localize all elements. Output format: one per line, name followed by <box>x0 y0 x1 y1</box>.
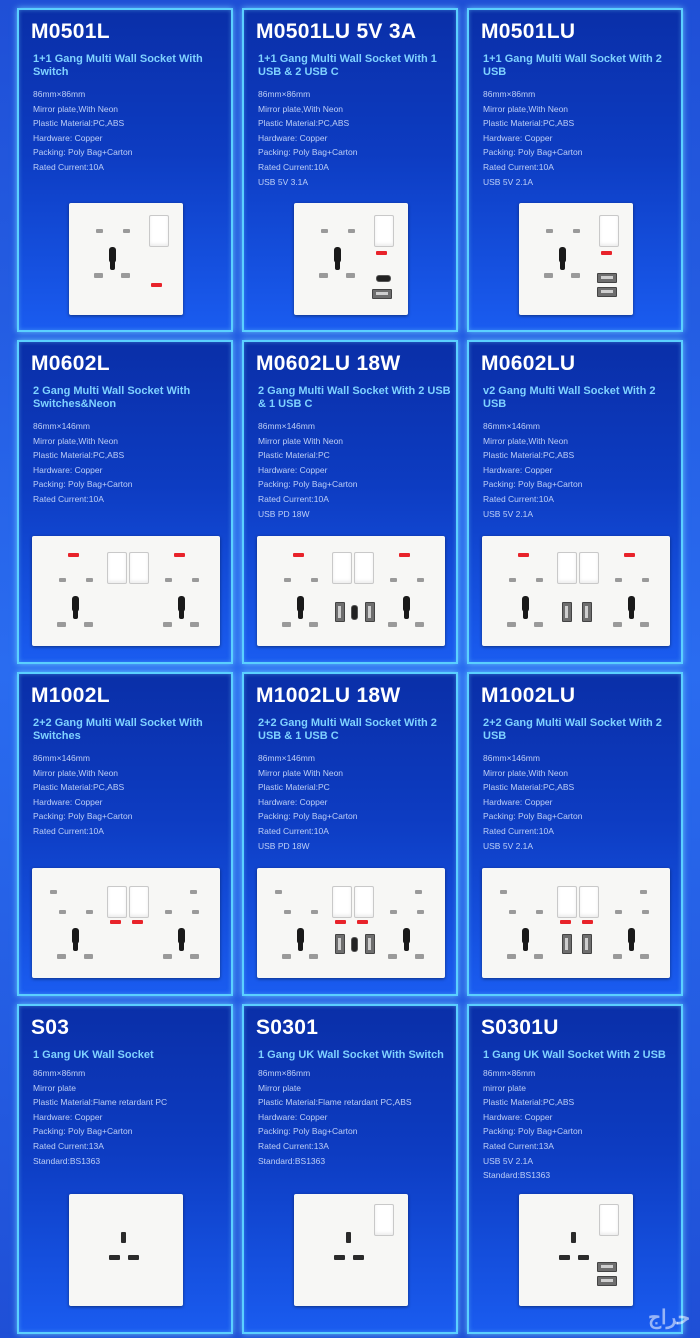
spec-line: 86mm×146mm <box>33 421 90 431</box>
socket-pin <box>390 578 397 582</box>
socket-pin <box>123 229 130 233</box>
product-subtitle: 1+1 Gang Multi Wall Socket With Switch <box>33 53 203 78</box>
socket-pin <box>615 578 622 582</box>
spec-line: Rated Current:10A <box>483 161 554 172</box>
earth-pin <box>109 247 116 263</box>
socket-pin <box>509 910 516 914</box>
product-subtitle: 2+2 Gang Multi Wall Socket With Switches <box>33 717 203 742</box>
rocker-switch <box>354 552 374 584</box>
usb-c-port <box>351 605 358 620</box>
spec-line: Hardware: Copper <box>258 1111 328 1122</box>
spec-line: 86mm×146mm <box>483 753 540 763</box>
socket-pin <box>190 890 197 894</box>
product-subtitle: 2 Gang Multi Wall Socket With 2 USB & 1 USB C <box>258 385 451 410</box>
product-card <box>242 1004 458 1334</box>
socket-pin <box>84 622 93 627</box>
spec-line: Mirror plate,With Neon <box>33 435 119 446</box>
product-code: M1002L <box>31 684 110 707</box>
usb-a-port <box>562 934 572 954</box>
socket-pin <box>282 622 291 627</box>
spec-line: Plastic Material:PC,ABS <box>33 782 125 793</box>
neon-indicator <box>601 251 612 255</box>
product-code: M0602LU 18W <box>256 352 401 375</box>
multi-socket <box>506 908 562 964</box>
socket-pin <box>534 622 543 627</box>
earth-pin <box>403 596 410 612</box>
usb-a-port <box>597 287 617 297</box>
multi-socket <box>56 908 112 964</box>
product-specs <box>258 419 357 521</box>
spec-line: Plastic Material:PC,ABS <box>258 118 350 129</box>
socket-plate-image <box>257 868 445 978</box>
neon-indicator <box>376 251 387 255</box>
socket-pin <box>309 954 318 959</box>
socket-pin <box>534 954 543 959</box>
spec-line: Mirror plate <box>258 1082 301 1093</box>
spec-line: Rated Current:10A <box>33 493 104 504</box>
spec-line: Mirror plate,With Neon <box>258 103 344 114</box>
rocker-switch <box>129 886 149 918</box>
socket-pin <box>571 273 580 278</box>
spec-line: Packing: Poly Bag+Carton <box>33 1126 133 1137</box>
socket-plate-image <box>32 868 220 978</box>
spec-line: Plastic Material:PC <box>258 450 330 461</box>
product-subtitle: 2 Gang Multi Wall Socket With Switches&Neon <box>33 385 191 410</box>
spec-line: 86mm×86mm <box>258 89 311 99</box>
multi-socket <box>543 227 599 283</box>
socket-plate-image <box>69 203 183 315</box>
neon-indicator <box>151 283 162 287</box>
product-subtitle: 2+2 Gang Multi Wall Socket With 2 USB & 1 USB C <box>258 717 437 742</box>
rocker-switch <box>129 552 149 584</box>
spec-line: Plastic Material:PC,ABS <box>33 450 125 461</box>
spec-line: 86mm×146mm <box>33 753 90 763</box>
earth-pin <box>559 247 566 263</box>
socket-pin <box>86 910 93 914</box>
product-code: M0501LU 5V 3A <box>256 20 417 43</box>
uk-neutral-slot <box>578 1255 589 1260</box>
product-card <box>467 672 683 996</box>
usb-a-port <box>365 602 375 622</box>
product-subtitle: 1+1 Gang Multi Wall Socket With 1 USB & 2 USB C <box>258 53 437 78</box>
spec-line: 86mm×86mm <box>483 1068 536 1078</box>
spec-line: Plastic Material:Flame retardant PC <box>33 1097 168 1108</box>
spec-line: Plastic Material:PC,ABS <box>483 782 575 793</box>
socket-pin <box>165 578 172 582</box>
socket-plate-image <box>482 868 670 978</box>
rocker-switch <box>579 552 599 584</box>
usb-a-port <box>582 602 592 622</box>
neon-indicator <box>582 920 593 924</box>
spec-line: Rated Current:10A <box>33 825 104 836</box>
product-code: M0501L <box>31 20 110 43</box>
socket-pin <box>192 578 199 582</box>
product-card <box>17 340 233 664</box>
product-code: S0301 <box>256 1016 319 1039</box>
product-code: M0602L <box>31 352 110 375</box>
product-card <box>17 672 233 996</box>
neon-indicator <box>68 553 79 557</box>
product-specs <box>258 1066 412 1168</box>
spec-line: USB 5V 2.1A <box>483 508 534 519</box>
spec-line: Hardware: Copper <box>33 796 103 807</box>
socket-plate-image <box>294 1194 408 1306</box>
usb-a-port <box>335 934 345 954</box>
rocker-switch <box>107 886 127 918</box>
earth-pin <box>628 596 635 612</box>
rocker-switch <box>107 552 127 584</box>
spec-line: 86mm×86mm <box>483 89 536 99</box>
spec-line: USB 5V 3.1A <box>258 176 309 187</box>
spec-line: 86mm×146mm <box>483 421 540 431</box>
socket-pin <box>388 622 397 627</box>
product-code: M0501LU <box>481 20 576 43</box>
socket-pin <box>613 622 622 627</box>
spec-line: Rated Current:10A <box>483 825 554 836</box>
earth-pin <box>297 596 304 612</box>
socket-pin <box>96 229 103 233</box>
multi-socket <box>93 227 149 283</box>
spec-line: Packing: Poly Bag+Carton <box>258 147 358 158</box>
socket-pin <box>415 622 424 627</box>
spec-line: Hardware: Copper <box>258 132 328 143</box>
spec-line: Hardware: Copper <box>483 132 553 143</box>
product-subtitle: 1 Gang UK Wall Socket With Switch <box>258 1049 444 1061</box>
spec-line: Plastic Material:PC,ABS <box>483 450 575 461</box>
neon-indicator <box>357 920 368 924</box>
socket-pin <box>190 622 199 627</box>
product-code: M0602LU <box>481 352 576 375</box>
spec-line: Hardware: Copper <box>483 796 553 807</box>
neon-indicator <box>624 553 635 557</box>
neon-indicator <box>335 920 346 924</box>
spec-line: Hardware: Copper <box>258 464 328 475</box>
earth-pin <box>628 928 635 944</box>
neon-indicator <box>560 920 571 924</box>
socket-pin <box>311 910 318 914</box>
spec-line: Packing: Poly Bag+Carton <box>33 479 133 490</box>
rocker-switch <box>599 1204 619 1236</box>
usb-a-port <box>335 602 345 622</box>
rocker-switch <box>599 215 619 247</box>
usb-c-port <box>351 937 358 952</box>
usb-a-port <box>372 289 392 299</box>
socket-pin <box>640 890 647 894</box>
spec-line: Plastic Material:PC,ABS <box>483 118 575 129</box>
socket-pin <box>121 273 130 278</box>
usb-c-port <box>376 275 391 282</box>
socket-pin <box>642 578 649 582</box>
spec-line: Mirror plate With Neon <box>258 435 344 446</box>
product-subtitle: v2 Gang Multi Wall Socket With 2 USB <box>483 385 656 410</box>
uk-earth-slot <box>571 1232 576 1243</box>
spec-line: Packing: Poly Bag+Carton <box>483 479 583 490</box>
usb-a-port <box>597 1262 617 1272</box>
socket-pin <box>546 229 553 233</box>
spec-line: Rated Current:10A <box>33 161 104 172</box>
neon-indicator <box>174 553 185 557</box>
product-specs <box>33 1066 167 1168</box>
rocker-switch <box>557 886 577 918</box>
socket-plate-image <box>69 1194 183 1306</box>
multi-socket <box>56 576 112 632</box>
spec-line: Mirror plate,With Neon <box>483 767 569 778</box>
spec-line: Packing: Poly Bag+Carton <box>483 811 583 822</box>
product-specs <box>258 751 357 853</box>
product-specs <box>33 751 132 839</box>
uk-neutral-slot <box>353 1255 364 1260</box>
spec-line: Standard:BS1363 <box>258 1155 326 1166</box>
product-card <box>242 340 458 664</box>
spec-line: Mirror plate With Neon <box>258 767 344 778</box>
spec-line: Packing: Poly Bag+Carton <box>33 811 133 822</box>
multi-socket <box>506 576 562 632</box>
usb-a-port <box>582 934 592 954</box>
spec-line: Rated Current:10A <box>258 493 329 504</box>
socket-pin <box>507 954 516 959</box>
socket-plate-image <box>32 536 220 646</box>
multi-socket <box>612 576 668 632</box>
socket-pin <box>509 578 516 582</box>
socket-pin <box>640 954 649 959</box>
rocker-switch <box>374 215 394 247</box>
rocker-switch <box>557 552 577 584</box>
spec-line: mirror plate <box>483 1082 526 1093</box>
multi-socket <box>162 576 218 632</box>
spec-line: Rated Current:13A <box>483 1140 554 1151</box>
uk-earth-slot <box>346 1232 351 1243</box>
socket-pin <box>536 910 543 914</box>
product-subtitle: 1+1 Gang Multi Wall Socket With 2 USB <box>483 53 662 78</box>
socket-pin <box>284 910 291 914</box>
product-specs <box>33 419 132 507</box>
watermark: حراج <box>648 1307 690 1329</box>
spec-line: USB 5V 2.1A <box>483 176 534 187</box>
product-subtitle: 1 Gang UK Wall Socket With 2 USB <box>483 1049 666 1061</box>
product-specs <box>483 751 582 853</box>
earth-pin <box>297 928 304 944</box>
socket-pin <box>282 954 291 959</box>
product-subtitle: 2+2 Gang Multi Wall Socket With 2 USB <box>483 717 662 742</box>
earth-pin <box>72 928 79 944</box>
multi-socket <box>162 908 218 964</box>
product-card <box>467 1004 683 1334</box>
socket-pin <box>94 273 103 278</box>
rocker-switch <box>149 215 169 247</box>
spec-line: Hardware: Copper <box>483 1111 553 1122</box>
spec-line: USB PD 18W <box>258 508 310 519</box>
spec-line: USB PD 18W <box>258 840 310 851</box>
socket-pin <box>415 954 424 959</box>
product-code: S03 <box>31 1016 70 1039</box>
spec-line: Packing: Poly Bag+Carton <box>483 147 583 158</box>
usb-a-port <box>597 273 617 283</box>
socket-plate-image <box>519 1194 633 1306</box>
product-specs <box>483 419 582 521</box>
usb-a-port <box>365 934 375 954</box>
earth-pin <box>334 247 341 263</box>
product-card <box>467 8 683 332</box>
product-code: M1002LU <box>481 684 576 707</box>
socket-pin <box>500 890 507 894</box>
socket-pin <box>59 910 66 914</box>
socket-pin <box>613 954 622 959</box>
spec-line: Rated Current:10A <box>258 161 329 172</box>
spec-line: Packing: Poly Bag+Carton <box>258 811 358 822</box>
spec-line: Packing: Poly Bag+Carton <box>258 1126 358 1137</box>
socket-plate-image <box>294 203 408 315</box>
socket-pin <box>190 954 199 959</box>
spec-line: 86mm×146mm <box>258 753 315 763</box>
spec-line: Mirror plate,With Neon <box>483 435 569 446</box>
neon-indicator <box>399 553 410 557</box>
rocker-switch <box>579 886 599 918</box>
product-code: S0301U <box>481 1016 559 1039</box>
neon-indicator <box>132 920 143 924</box>
spec-line: Rated Current:10A <box>258 825 329 836</box>
earth-pin <box>522 928 529 944</box>
spec-line: Mirror plate,With Neon <box>33 103 119 114</box>
product-code: M1002LU 18W <box>256 684 401 707</box>
product-specs <box>483 87 582 189</box>
socket-pin <box>544 273 553 278</box>
spec-line: Hardware: Copper <box>258 796 328 807</box>
spec-line: Packing: Poly Bag+Carton <box>483 1126 583 1137</box>
product-card <box>242 672 458 996</box>
socket-pin <box>417 910 424 914</box>
spec-line: Packing: Poly Bag+Carton <box>258 479 358 490</box>
neon-indicator <box>293 553 304 557</box>
spec-line: Mirror plate <box>33 1082 76 1093</box>
socket-pin <box>163 954 172 959</box>
socket-pin <box>415 890 422 894</box>
spec-line: Standard:BS1363 <box>483 1170 551 1181</box>
socket-pin <box>348 229 355 233</box>
spec-line: 86mm×86mm <box>33 1068 86 1078</box>
socket-pin <box>50 890 57 894</box>
multi-socket <box>281 908 337 964</box>
rocker-switch <box>332 886 352 918</box>
spec-line: Mirror plate,With Neon <box>483 103 569 114</box>
neon-indicator <box>518 553 529 557</box>
spec-line: Hardware: Copper <box>33 464 103 475</box>
earth-pin <box>403 928 410 944</box>
spec-line: Packing: Poly Bag+Carton <box>33 147 133 158</box>
spec-line: Plastic Material:PC,ABS <box>33 118 125 129</box>
product-card <box>242 8 458 332</box>
usb-a-port <box>597 1276 617 1286</box>
spec-line: 86mm×86mm <box>33 89 86 99</box>
socket-pin <box>390 910 397 914</box>
socket-pin <box>642 910 649 914</box>
spec-line: Hardware: Copper <box>33 1111 103 1122</box>
socket-pin <box>640 622 649 627</box>
uk-live-slot <box>334 1255 345 1260</box>
spec-line: USB 5V 2.1A <box>483 840 534 851</box>
spec-line: Rated Current:13A <box>33 1140 104 1151</box>
socket-plate-image <box>482 536 670 646</box>
spec-line: Rated Current:13A <box>258 1140 329 1151</box>
socket-pin <box>388 954 397 959</box>
socket-pin <box>319 273 328 278</box>
spec-line: USB 5V 2.1A <box>483 1155 534 1166</box>
rocker-switch <box>374 1204 394 1236</box>
socket-plate-image <box>519 203 633 315</box>
socket-pin <box>573 229 580 233</box>
socket-pin <box>536 578 543 582</box>
uk-neutral-slot <box>128 1255 139 1260</box>
spec-line: Plastic Material:PC,ABS <box>483 1097 575 1108</box>
product-specs <box>258 87 357 189</box>
socket-pin <box>275 890 282 894</box>
socket-pin <box>321 229 328 233</box>
uk-live-slot <box>109 1255 120 1260</box>
neon-indicator <box>110 920 121 924</box>
spec-line: Rated Current:10A <box>483 493 554 504</box>
socket-pin <box>59 578 66 582</box>
spec-line: Plastic Material:Flame retardant PC,ABS <box>258 1097 412 1108</box>
socket-pin <box>417 578 424 582</box>
spec-line: Standard:BS1363 <box>33 1155 101 1166</box>
multi-socket <box>612 908 668 964</box>
product-specs <box>33 87 132 175</box>
multi-socket <box>387 576 443 632</box>
earth-pin <box>178 596 185 612</box>
socket-pin <box>57 954 66 959</box>
socket-pin <box>311 578 318 582</box>
spec-line: 86mm×146mm <box>258 421 315 431</box>
spec-line: Hardware: Copper <box>33 132 103 143</box>
socket-pin <box>84 954 93 959</box>
spec-line: 86mm×86mm <box>258 1068 311 1078</box>
product-subtitle: 1 Gang UK Wall Socket <box>33 1049 154 1061</box>
socket-pin <box>192 910 199 914</box>
socket-pin <box>163 622 172 627</box>
product-card <box>467 340 683 664</box>
multi-socket <box>387 908 443 964</box>
socket-pin <box>507 622 516 627</box>
uk-live-slot <box>559 1255 570 1260</box>
uk-earth-slot <box>121 1232 126 1243</box>
socket-pin <box>309 622 318 627</box>
socket-pin <box>284 578 291 582</box>
rocker-switch <box>354 886 374 918</box>
multi-socket <box>281 576 337 632</box>
product-specs <box>483 1066 582 1183</box>
socket-pin <box>57 622 66 627</box>
socket-pin <box>165 910 172 914</box>
earth-pin <box>72 596 79 612</box>
earth-pin <box>178 928 185 944</box>
rocker-switch <box>332 552 352 584</box>
socket-plate-image <box>257 536 445 646</box>
socket-pin <box>86 578 93 582</box>
socket-pin <box>615 910 622 914</box>
socket-pin <box>346 273 355 278</box>
product-card <box>17 1004 233 1334</box>
product-card <box>17 8 233 332</box>
earth-pin <box>522 596 529 612</box>
multi-socket <box>318 227 374 283</box>
spec-line: Hardware: Copper <box>483 464 553 475</box>
spec-line: Plastic Material:PC <box>258 782 330 793</box>
spec-line: Mirror plate,With Neon <box>33 767 119 778</box>
usb-a-port <box>562 602 572 622</box>
